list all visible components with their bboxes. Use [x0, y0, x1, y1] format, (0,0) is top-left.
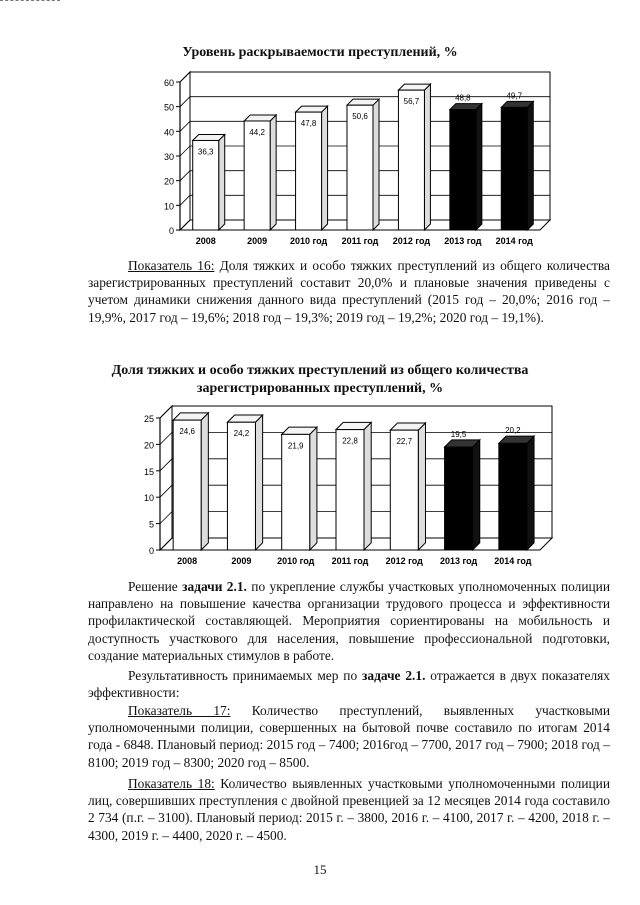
chart2-title-line1: Доля тяжких и особо тяжких преступлений из общего количества — [111, 363, 529, 378]
indicator-16-label: Показатель 16: — [128, 258, 215, 273]
chart2-bar — [390, 430, 418, 550]
chart2-data-label: 21,9 — [287, 441, 304, 451]
chart2-bar-side — [364, 422, 371, 550]
chart1-bar — [347, 105, 373, 230]
chart2-x-tick-label: 2011 год — [331, 556, 369, 566]
chart2-y-tick-label: 5 — [148, 519, 154, 530]
chart1-x-tick-label: 2014 год — [495, 236, 533, 246]
chart2-y-tick-label: 20 — [143, 440, 154, 451]
chart2-data-label: 19,5 — [450, 429, 467, 439]
chart1-bar — [398, 90, 424, 230]
chart2-x-tick-label: 2012 год — [385, 556, 423, 566]
chart1-y-tick-label: 50 — [163, 102, 174, 113]
chart1-data-label: 36,3 — [197, 147, 214, 157]
indicator-17-label: Показатель 17: — [128, 703, 231, 718]
chart1-bar-side — [373, 99, 379, 230]
chart1-bar — [244, 121, 270, 230]
indicator-18-paragraph — [88, 775, 610, 844]
solution-text-start: Решение — [128, 579, 183, 594]
chart1-data-label: 49,7 — [506, 91, 523, 101]
chart2-side-wall — [160, 406, 172, 550]
chart1-y-tick-label: 0 — [168, 226, 174, 236]
chart1-y-tick-label: 40 — [163, 127, 174, 138]
chart2-x-tick-label: 2010 год — [277, 556, 315, 566]
chart2-bar — [173, 420, 201, 550]
chart1-bar-top — [450, 104, 482, 110]
chart1-bar-top — [347, 99, 379, 105]
chart2-y-tick-label: 25 — [143, 414, 154, 424]
chart2-bar-side — [418, 423, 425, 550]
chart1-bar — [501, 107, 527, 230]
chart2-bar-side — [201, 413, 208, 550]
solution-task-ref: задачи 2.1. — [182, 579, 247, 594]
chart1-data-label: 56,7 — [403, 97, 420, 107]
chart2-data-label: 24,6 — [179, 427, 195, 437]
chart1-y-tick-label: 30 — [163, 152, 174, 162]
results-task-ref: задаче 2.1. — [362, 668, 426, 683]
chart2-data-label: 24,2 — [233, 429, 250, 439]
chart2-bar-side — [473, 440, 480, 550]
indicator-18-text: Количество выявленных участковыми уполномоченными полиции лиц, совершивших преступления с двойной превенцией за 12 месяцев 2014 года составило 2 734 (п.г. – 3100). Плановый период: 2015 г. – 3800, 2016 г. – 4100, 2017 г. – 4200, 2018 г. – 4300, 2019 г. – 4400, 2020 г. – 4500. — [88, 776, 610, 843]
chart2-bar — [445, 447, 473, 550]
chart2-data-label: 22,8 — [342, 436, 358, 446]
chart1-title: Уровень раскрываемости преступлений, % — [182, 45, 458, 60]
chart2-bar — [499, 443, 527, 550]
chart2-y-tick-label: 15 — [143, 466, 154, 477]
chart1-bar-side — [270, 115, 276, 230]
chart2-x-tick-label: 2008 — [177, 556, 198, 566]
chart2-data-label: 20,2 — [505, 426, 521, 436]
chart1-bar-side — [322, 106, 328, 230]
chart1-data-label: 48,8 — [455, 93, 471, 103]
chart1-y-tick-label: 20 — [163, 176, 174, 187]
chart2-y-tick-label: 10 — [143, 493, 154, 504]
chart2-svg — [0, 398, 640, 578]
chart1-bar-top — [398, 84, 430, 90]
indicator-17-paragraph — [88, 702, 610, 771]
chart1-y-tick-label: 60 — [163, 78, 174, 88]
chart2-bar-side — [310, 427, 317, 550]
chart2-y-tick-label: 0 — [148, 546, 154, 556]
chart2-bar-side — [527, 436, 534, 550]
chart1-bar — [296, 112, 322, 230]
indicator-18-label: Показатель 18: — [128, 776, 215, 791]
chart1-bar — [450, 110, 476, 230]
chart2-bar-side — [255, 415, 262, 550]
chart1-bar-side — [527, 101, 533, 230]
chart1-bar-side — [424, 84, 430, 230]
chart1-svg — [0, 62, 640, 262]
chart1-bar-side — [476, 104, 482, 230]
page-number: 15 — [313, 862, 327, 877]
solution-paragraph — [88, 578, 610, 664]
chart1-data-label: 44,2 — [249, 127, 265, 137]
results-paragraph — [88, 667, 610, 701]
chart1-x-tick-label: 2008 — [195, 236, 216, 246]
chart2-x-tick-label: 2013 год — [439, 556, 478, 566]
chart1-bar-top — [244, 115, 276, 121]
indicator-16-paragraph — [88, 257, 610, 326]
chart2-x-tick-label: 2014 год — [494, 556, 532, 566]
chart2-data-label: 22,7 — [396, 437, 413, 447]
chart1-data-label: 47,8 — [300, 119, 317, 129]
chart2-bar — [282, 434, 310, 550]
indicator-17-text: Количество преступлений, выявленных участковыми уполномоченными полиции, совершенных на бытовой почве составило по итогам 2014 года - 6848. Плановый период: 2015 год – 7400; 2016год – 7700, 2017 год – 7900; 2018 год – 8100; 2019 год – 8300; 2020 год – 8500. — [88, 703, 610, 770]
scan-edge-mark — [0, 0, 60, 1]
chart2-bar — [336, 430, 364, 550]
results-text-rest: отражается в двух показателях эффективности: — [88, 668, 610, 701]
chart1-x-tick-label: 2012 год — [392, 236, 431, 246]
chart1-bar-top — [501, 101, 533, 107]
chart1-bar-top — [296, 106, 328, 112]
chart1-x-tick-label: 2009 — [247, 236, 268, 246]
chart1-x-tick-label: 2010 год — [289, 236, 328, 246]
chart2-x-tick-label: 2009 — [231, 556, 252, 566]
results-text-start: Результативность принимаемых мер по — [128, 668, 362, 683]
solution-text-rest: по укрепление службы участковых уполномоченных полиции направлено на повышение качества организации трудового процесса и эффективности профилактической составляющей. Мероприятия сориентированы на мобильность и доступность участкового для населения, повышение профессиональной подготовки, создание материальных стимулов в работе. — [88, 579, 610, 663]
chart2-bar — [227, 422, 255, 550]
chart1-x-tick-label: 2011 год — [341, 236, 379, 246]
chart1-data-label: 50,6 — [352, 112, 368, 122]
chart1-y-tick-label: 10 — [163, 201, 174, 212]
indicator-16-text: Доля тяжких и особо тяжких преступлений из общего количества зарегистрированных преступлений составит 20,0% и плановые значения приведены с учетом динамики снижения данного вида преступлений (2015 год – 20,0%; 2016 год – 19,9%, 2017 год – 19,6%; 2018 год – 19,3%; 2019 год – 19,2%; 2020 год – 19,1%). — [88, 258, 611, 325]
chart1-bar-top — [193, 134, 225, 140]
chart1-x-tick-label: 2013 год — [444, 236, 482, 246]
chart2-title-line2: зарегистрированных преступлений, % — [196, 381, 444, 396]
chart1-bar-side — [219, 134, 225, 230]
